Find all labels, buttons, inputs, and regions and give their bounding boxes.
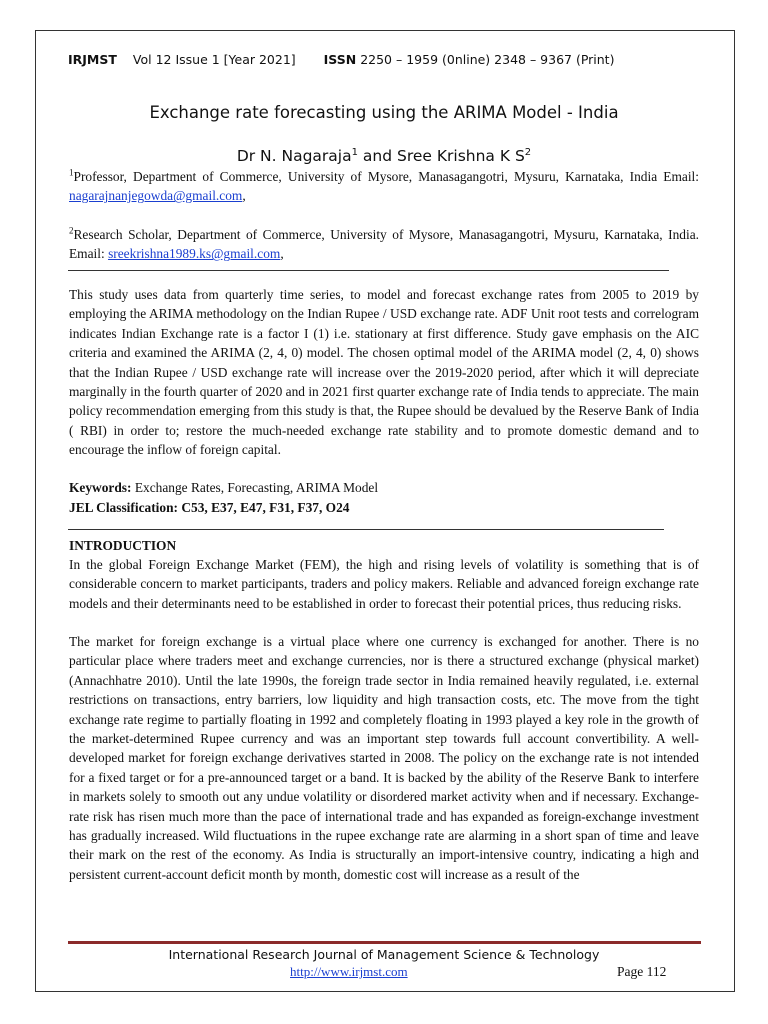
affiliation-2-sup: 2 xyxy=(69,225,74,236)
author-1-sup: 1 xyxy=(351,146,358,158)
divider-mid xyxy=(68,529,664,530)
journal-abbr: IRJMST xyxy=(68,52,117,67)
affiliation-1-text: Professor, Department of Commerce, University of Mysore, Manasagangotri, Mysuru, Karnataka, India Email: xyxy=(73,169,699,184)
affiliation-1-sup: 1 xyxy=(69,167,74,178)
jel-text: C53, E37, E47, F31, F37, O24 xyxy=(178,500,350,515)
affiliation-1-suffix: , xyxy=(242,188,246,204)
keywords xyxy=(69,478,699,497)
author-2-sup: 2 xyxy=(524,146,532,158)
affiliation-2-text: Research Scholar, Department of Commerce, University of Mysore, Manasagangotri, Mysuru, Karnataka, India. Email: xyxy=(69,227,699,262)
section-heading-introduction: INTRODUCTION xyxy=(69,538,177,553)
author-1: Dr N. Nagaraja xyxy=(236,147,352,165)
issn-label: ISSN xyxy=(323,52,357,67)
abstract: This study uses data from quarterly time series, to model and forecast exchange rates from 2005 to 2019 by employing the ARIMA methodology on the Indian Rupee / USD exchange rate. ADF Unit root tests and correlogram indicates Indian Exchange rate is a factor I (1) i.e. stationary at first difference. Study gave emphasis on the AIC criteria and examined the ARIMA (2, 4, 0) model. The chosen optimal model of the ARIMA model (2, 4, 0) shows that the Indian Rupee / USD exchange rate will increase over the 2019-2020 period, after which it will depreciate marginally in the fourth quarter of 2020 and in 2021 first quarter exchange rate of India tends to appreciate. The main policy recommendation emerging from this study is that, the Rupee should be devalued by the Reserve Bank of India ( RBI) in order to; restore the much-needed exchange rate stability and to promote domestic demand and to encourage the inflow of foreign capital. xyxy=(69,287,699,458)
divider-top xyxy=(68,270,669,271)
intro-paragraph-1: In the global Foreign Exchange Market (FEM), the high and rising levels of volatility is something that is of considerable concern to market participants, traders and policy makers. Reliable and advanced foreign exchange rate models and their determinants need to be established in order to forecast their potential prices, thus reducing risks. xyxy=(69,557,699,611)
volume-info: Vol 12 Issue 1 [Year 2021] xyxy=(132,52,296,67)
jel-label: JEL Classification: xyxy=(69,500,178,515)
author-line xyxy=(0,147,768,165)
affiliation-2-suffix: , xyxy=(280,246,284,262)
intro-paragraph-2: The market for foreign exchange is a virtual place where one currency is exchanged for another. There is no particular place where traders meet and exchange currencies, nor is there a structured exchange (physical market) (Annachhatre 2010). Until the late 1990s, the foreign trade sector in India remained heavily regulated, i.e. external restrictions on transactions, entry barriers, low liquidity and high transaction costs, etc. The move from the tight exchange rate regime to partially floating in 1992 and completely floating in 1993 played a key role in the growth of the market-determined Rupee currency and was an important step towards full account convertibility. A well-developed market for foreign exchange derivatives started in 2008. The policy on the exchange rate is not intended for a fixed target or for a pre-announced target or a band. It is backed by the ability of the Reserve Bank to interfere in markets solely to smooth out any undue volatility or disordered market activity when and if necessary. Exchange-rate risk has risen much more than the pace of international trade and has expanded as foreign-exchange investment has gradually increased. Wild fluctuations in the rupee exchange rate are alarming in a short span of time and leave their mark on the rest of the economy. As India is structurally an import-intensive country, indicating a high and persistent current-account deficit month by month, domestic cost will increase as a result of the xyxy=(69,634,699,882)
issn-info: 2250 – 1959 (0nline) 2348 – 9367 (Print) xyxy=(360,52,615,67)
affiliation-1 xyxy=(69,167,699,206)
keywords-text: Exchange Rates, Forecasting, ARIMA Model xyxy=(131,480,379,495)
keywords-label: Keywords: xyxy=(69,480,132,495)
footer-url-link[interactable]: http://www.irjmst.com xyxy=(290,964,408,979)
footer-journal: International Research Journal of Management Science & Technology xyxy=(168,947,600,962)
email-link-1[interactable]: nagarajnanjegowda@gmail.com xyxy=(69,188,243,204)
email-link-2[interactable]: sreekrishna1989.ks@gmail.com xyxy=(108,246,281,262)
affiliation-2 xyxy=(69,225,699,264)
author-2: and Sree Krishna K S xyxy=(357,147,525,165)
page-number: Page 112 xyxy=(617,964,667,979)
running-header xyxy=(68,52,614,67)
jel-classification xyxy=(69,498,699,517)
footer-rule xyxy=(68,941,701,944)
paper-title: Exchange rate forecasting using the ARIMA Model - India xyxy=(149,103,619,122)
